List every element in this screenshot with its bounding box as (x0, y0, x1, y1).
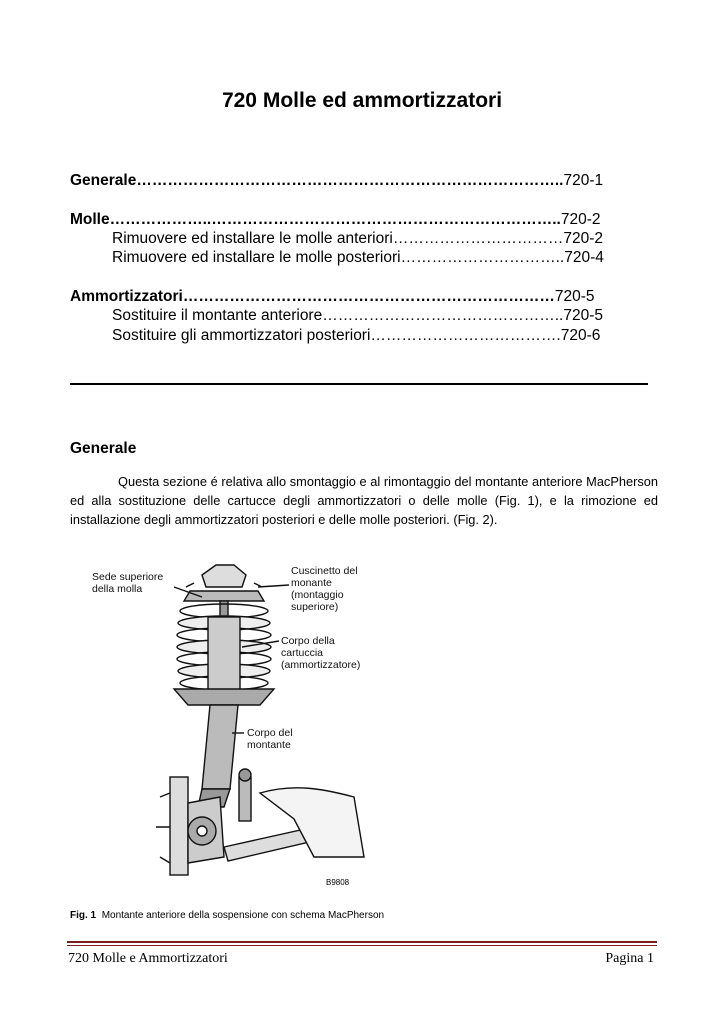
label-bearing: Cuscinetto del monante (montaggio superiore) (291, 565, 358, 613)
figure-code: B9808 (326, 878, 350, 887)
toc-entry-ammortizzatori[interactable] (70, 288, 594, 306)
toc-entry-molle-anteriori[interactable] (112, 230, 603, 248)
section-heading: Generale (70, 440, 137, 457)
footer-rule (67, 941, 657, 943)
toc-entry-page: 720-4 (564, 249, 604, 266)
toc-entry-text: Ammortizzatori……………………………………………………………… (70, 288, 555, 305)
toc-entry-page: 720-2 (560, 211, 601, 228)
section-body-text: Questa sezione é relativa allo smontaggio e al rimontaggio del montante anteriore MacPherson ed alla sostituzione delle cartucce degli ammortizzatori o delle molle (Fig. 1), e la rimozione ed installazione degli ammortizzatori posteriori e delle molle posteriori. (Fig. 2). (70, 474, 658, 527)
toc-entry-ammortizzatori-posteriori[interactable] (112, 327, 600, 345)
section-body (70, 472, 658, 529)
toc-entry-generale[interactable] (70, 172, 603, 190)
footer-page-number: Pagina 1 (605, 951, 654, 966)
strut-figure (74, 557, 374, 892)
section-divider (70, 383, 648, 385)
toc-entry-page: .720-5 (559, 307, 603, 324)
toc-entry-text: Rimuovere ed installare le molle posteriori………………………….. (112, 249, 565, 266)
footer-rule-thin (67, 945, 657, 946)
label-spring-seat: Sede superiore della molla (92, 571, 164, 595)
footer-chapter: 720 Molle e Ammortizzatori (68, 951, 228, 966)
label-cartridge: Corpo della cartuccia (ammortizzatore) (281, 635, 361, 671)
page-title: 720 Molle ed ammortizzatori (221, 89, 503, 112)
toc-entry-molle-posteriori[interactable] (112, 249, 604, 267)
toc-entry-text: Rimuovere ed installare le molle anteriori…………………………… (112, 230, 564, 247)
toc-entry-text: Sostituire il montante anteriore………………………………………. (112, 307, 560, 324)
toc-entry-text: Sostituire gli ammortizzatori posteriori……………………………… (112, 327, 557, 344)
toc-entry-molle[interactable] (70, 211, 601, 229)
toc-entry-page: .720-6 (556, 327, 601, 344)
toc-entry-page: 720-1 (563, 172, 604, 189)
figure-caption-label: Fig. 1 (70, 910, 97, 921)
figure-caption (70, 910, 384, 921)
toc-entry-text: Generale……………………………………………………………………….. (70, 172, 564, 189)
toc-entry-page: 720-5 (554, 288, 595, 305)
toc-entry-montante-anteriore[interactable] (112, 307, 603, 325)
toc-entry-text: Molle………………..………………………………………………………….. (70, 211, 561, 228)
label-strut-body: Corpo del montante (247, 727, 293, 751)
toc-entry-page: 720-2 (563, 230, 604, 247)
figure-caption-text: Montante anteriore della sospensione con schema MacPherson (101, 910, 385, 921)
